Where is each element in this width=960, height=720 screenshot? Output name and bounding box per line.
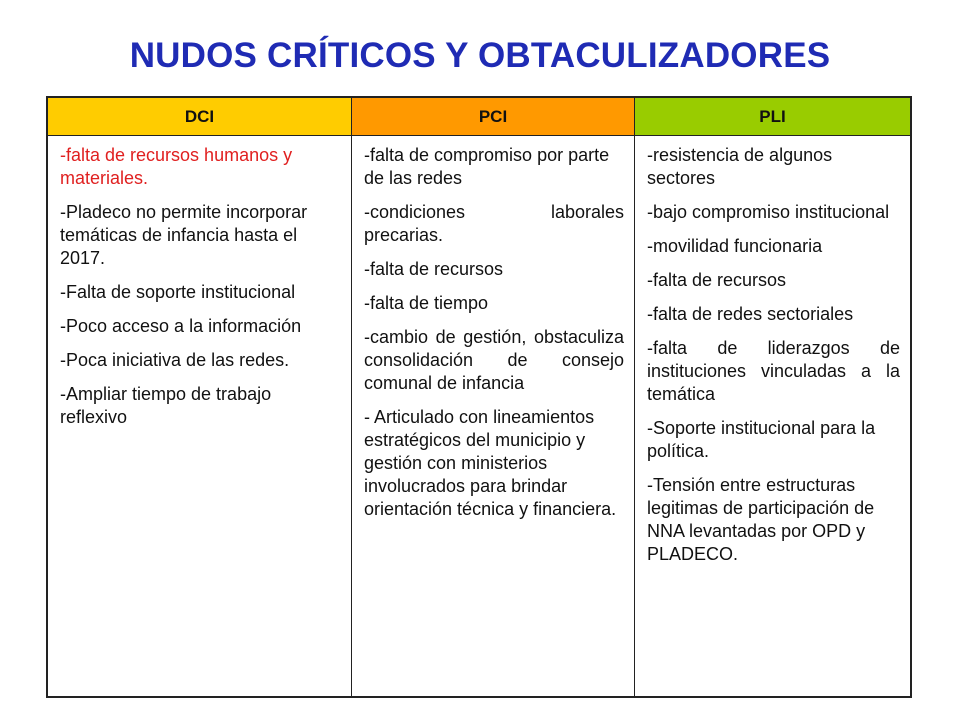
list-item: -Poco acceso a la información [60,316,302,336]
list-item: -Ampliar tiempo de trabajo reflexivo [60,384,272,427]
column-cell-pci [351,136,634,696]
list-item: -condiciones laborales precarias. [364,202,624,245]
list-item: -Pladeco no permite incorporar temáticas de infancia hasta el 2017. [60,202,308,268]
list-item: -Poca iniciativa de las redes. [60,350,290,370]
list-item: -bajo compromiso institucional [647,202,890,222]
page-title: NUDOS CRÍTICOS Y OBTACULIZADORES [129,36,831,75]
column-cell-pli [634,136,910,696]
list-item: -Tensión entre estructuras legitimas de participación de NNA levantadas por OPD y PLADECO. [647,475,875,564]
list-item: -falta de tiempo [364,293,489,313]
column-header-dci: DCI [48,98,351,136]
list-item: - Articulado con lineamientos estratégicos del municipio y gestión con ministerios involucrados para brindar orientación técnica y financiera. [364,407,617,519]
list-item: -falta de recursos [364,259,504,279]
list-item: -movilidad funcionaria [647,236,823,256]
list-item: -cambio de gestión, obstaculiza consolidación de consejo comunal de infancia [364,327,624,393]
list-item: -Soporte institucional para la política. [647,418,876,461]
critical-nodes-table [46,96,912,698]
list-item: -falta de recursos [647,270,787,290]
column-header-pli: PLI [634,98,910,136]
list-item: -resistencia de algunos sectores [647,145,833,188]
list-item: -falta de redes sectoriales [647,304,854,324]
list-item: -Falta de soporte institucional [60,282,296,302]
list-item: -falta de recursos humanos y materiales. [60,145,293,188]
list-item: -falta de liderazgos de instituciones vinculadas a la temática [647,338,900,404]
column-header-pci: PCI [351,98,634,136]
column-cell-dci [48,136,351,696]
list-item: -falta de compromiso por parte de las redes [364,145,610,188]
